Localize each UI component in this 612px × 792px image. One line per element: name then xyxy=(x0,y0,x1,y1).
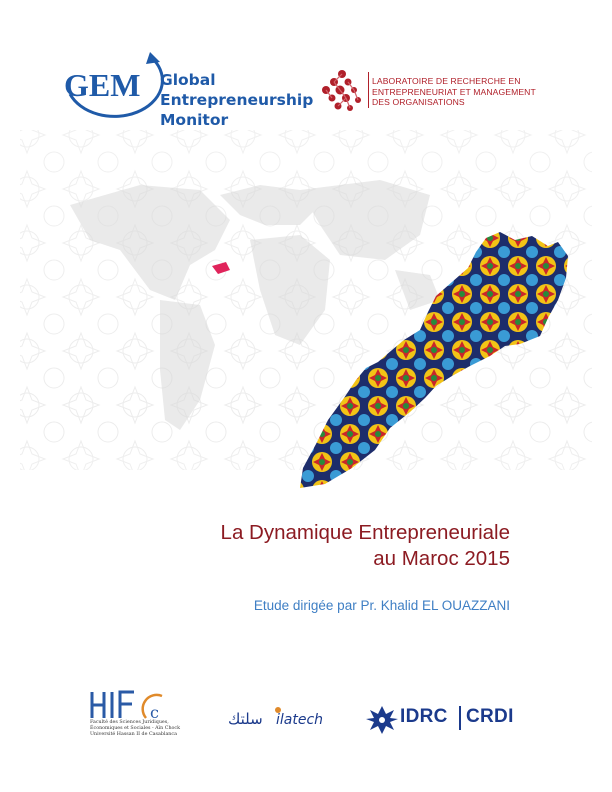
idrc-separator xyxy=(459,706,461,730)
gem-abbr: GEM xyxy=(64,67,141,103)
gem-line-3: Monitor xyxy=(160,111,229,129)
crdi-label: CRDI xyxy=(466,706,514,727)
silatech-name: ilatech xyxy=(276,712,324,728)
university-logo xyxy=(86,688,186,748)
lab-line-1: LABORATOIRE DE RECHERCHE EN xyxy=(372,76,521,86)
morocco-marker xyxy=(212,262,230,274)
university-caption xyxy=(90,720,190,738)
morocco-mosaic-map xyxy=(300,232,568,488)
study-author: Etude dirigée par Pr. Khalid EL OUAZZANI xyxy=(253,598,510,613)
uni-caption-line-3: Université Hassan II de Casablanca xyxy=(90,732,177,737)
uni-caption-line-1: Faculté des Sciences Juridiques, xyxy=(90,720,169,725)
uni-caption-line-2: Économiques et Sociales - Aïn Chock xyxy=(90,726,181,731)
page-title xyxy=(221,520,510,572)
gem-line-1: Global xyxy=(160,71,216,89)
title-line-2: au Maroc 2015 xyxy=(373,547,510,570)
silatech-arabic: ﺳﻠﺘﻚ xyxy=(228,710,263,728)
lab-line-3: DES ORGANISATIONS xyxy=(372,97,465,107)
gem-line-2: Entrepreneurship xyxy=(160,91,314,109)
lab-line-2: ENTREPRENEURIAT ET MANAGEMENT xyxy=(372,86,536,97)
idrc-label: IDRC xyxy=(400,706,448,727)
svg-text:c: c xyxy=(150,703,159,722)
silatech-logo xyxy=(228,704,338,734)
title-line-1: La Dynamique Entrepreneuriale xyxy=(220,521,510,544)
